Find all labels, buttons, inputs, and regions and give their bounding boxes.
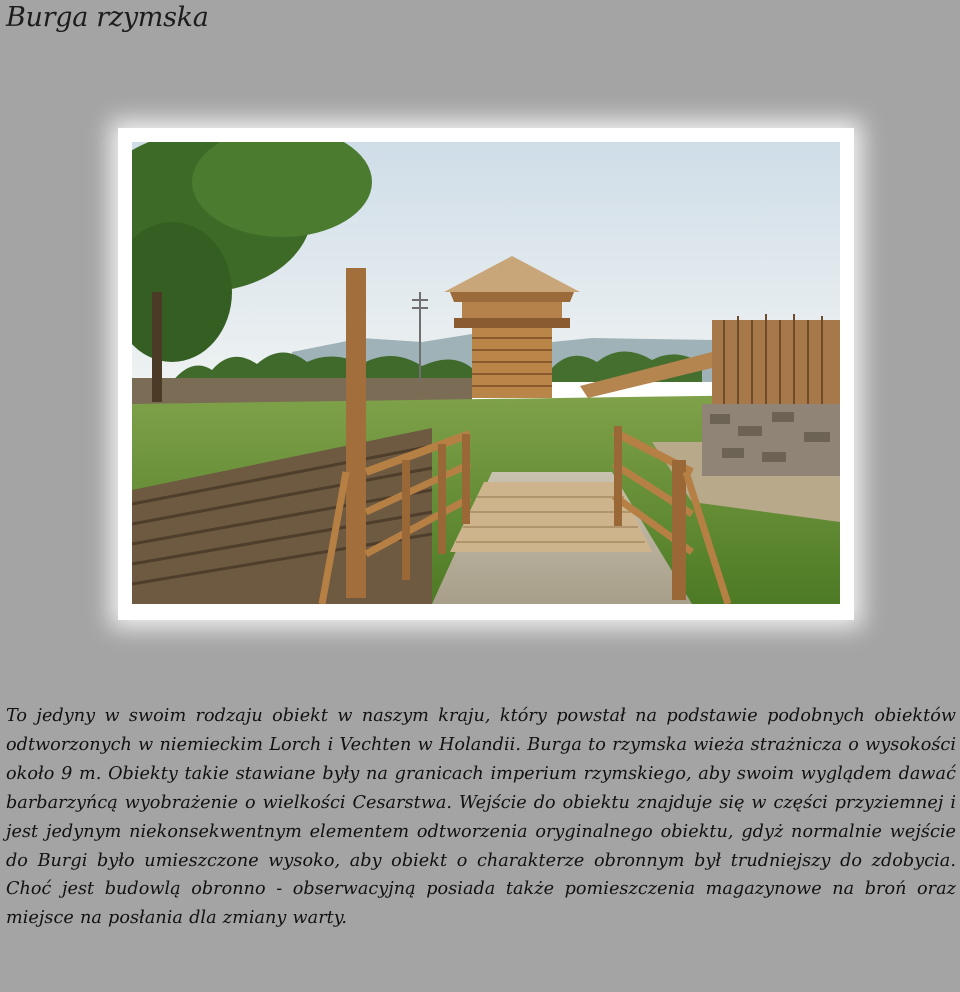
photo-illustration <box>132 142 840 604</box>
right-palisade <box>702 314 840 476</box>
photo-frame <box>118 128 854 620</box>
page-title: Burga rzymska <box>6 2 209 33</box>
article-paragraph: To jedyny w swoim rodzaju obiekt w naszym kraju, który powstał na podstawie podobnych obiektów odtworzonych w niemieckim Lorch i Vechten w Holandii. Burga to rzymska wieża strażnicza o wysokości około 9 m. Obiekty takie stawiane były na granicach imperium rzymskiego, aby swoim wyglądem dawać barbarzyńcą wyobrażenie o wielkości Cesarstwa. Wejście do obiektu znajduje się w części przyziemnej i jest jedynym niekonsekwentnym elementem odtworzenia oryginalnego obiektu, gdyż normalnie wejście do Burgi było umieszczone wysoko, aby obiekt o charakterze obronnym był trudniejszy do zdobycia. Choć jest budowlą obronno - obserwacyjną posiada także pomieszczenia magazynowe na broń oraz miejsce na posłania dla zmiany warty. <box>6 706 956 929</box>
watchtower-photo <box>132 142 840 604</box>
